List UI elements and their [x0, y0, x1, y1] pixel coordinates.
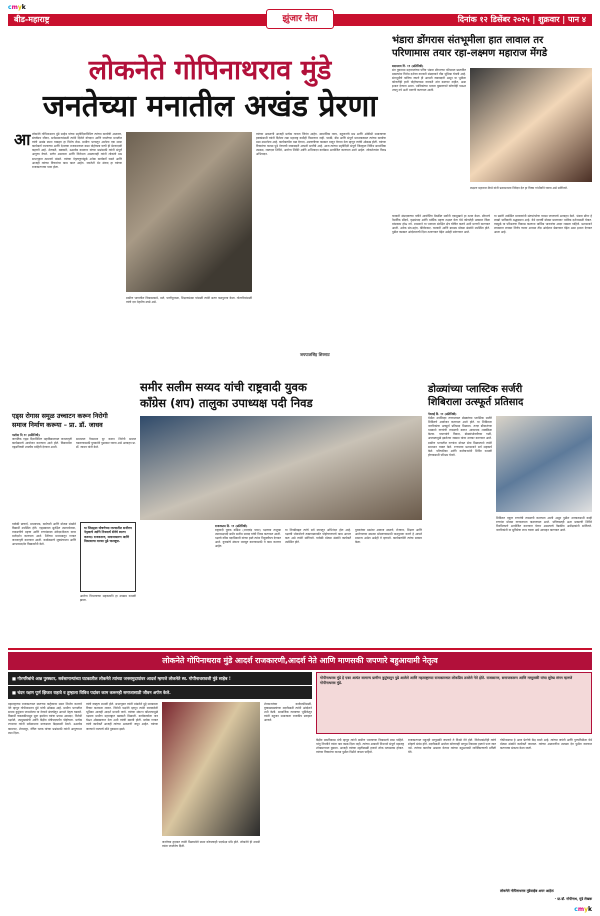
- bullet-marker-icon: ■: [12, 676, 18, 681]
- health-column-4: आरोग्य विभागाच्या सहकार्याने हा उपक्रम यशस्वी झाला.: [80, 594, 136, 603]
- bhandara-column-2: लक्ष्मण महाराज मेंगडे यांनी प्रशासनाला निवेदन देत हा विषय गांभीर्याने घ्यावा असे सांगितले.: [470, 186, 568, 190]
- health-column-3: यावेळी प्राचार्य, प्राध्यापक, कर्मचारी आणि मोठ्या संख्येने विद्यार्थी उपस्थित होते. एड्सबाबत सुरक्षित उपाययोजना, तपासणीचे महत्त्व आणि रुग्णांबाबत संवेदनशीलता यावर मार्गदर्शन करण्यात आले. रॅलीच्या माध्यमातून गावात जनजागृती करण्यात आली. कार्यक्रमाचे सूत्रसंचालन आणि आभारप्रदर्शन विद्यार्थ्यांनी केले.: [12, 522, 76, 547]
- lead-byline: जयपालसिंह शिरसाट: [300, 352, 330, 357]
- bhandara-headline-2: परिणामास तयार रहा-लक्ष्मण महाराज मेंगडे: [392, 48, 548, 59]
- sameer-photo: [140, 416, 422, 520]
- banner-bullet-2: [8, 686, 312, 699]
- sameer-column-1: राष्ट्रवादी युवक काँग्रेस (शरदचंद्र पवार) पक्षाच्या तालुका उपाध्यक्षपदी समीर सलीम सय्यद यांची निवड करण्यात आली. पक्षाचे वरिष्ठ पदाधिकारी यांच्या हस्ते त्यांना नियुक्तीपत्र देण्यात आले. युवकांचे संघटन मजबूत करण्यासाठी ते काम करणार आहेत.: [215, 528, 281, 549]
- doctors-headline-1: डोळ्यांच्या प्लास्टिक सर्जरी: [428, 384, 523, 395]
- footer-cmyk-marker: cmyk: [574, 906, 592, 913]
- health-ad-box: या जिल्ह्यात घोषणेच्या राज्यातील सर्वोत्तम नेतृत्वाचे आणि निःस्वार्थ सेवेचे स्मरण करूया; राजकारण, समाजकारण आणि विकासाचा वारसा पुढे चालवूया.: [80, 522, 136, 592]
- cmyk-marker: cmyk: [8, 4, 26, 11]
- banner-column-7: गोपीनाथगड हे आज प्रेरणेचे केंद्र बनले आहे. त्यांच्या जयंती आणि पुण्यतिथीला येथे मोठ्या संख्येने कार्यकर्ते जमतात. त्यांच्या आठवणींना उजाळा देत पुढील वाटचाल करण्याचा संकल्प केला जातो.: [500, 738, 592, 751]
- health-dateline: पाटोदा दि ११ (प्रतिनिधी): [12, 433, 40, 437]
- sameer-headline-2: काँग्रेस (शप) तालुका उपाध्यक्ष पदी निवड: [140, 396, 313, 410]
- bullet-marker-icon: ■: [12, 690, 18, 695]
- lead-dropcap: आ: [14, 130, 31, 149]
- banner-column-2: त्यांचे वक्तृत्व प्रभावी होते. सभागृहात त्यांनी मांडलेले मुद्दे सरकारला विचार करायला लावत. विरोधी पक्षनेते म्हणून त्यांनी बजावलेली भूमिका आजही आदर्श मानली जाते. त्यांच्या संघटन कौशल्यामुळे पक्षाला ग्रामीण महाराष्ट्रात बळकटी मिळाली. कार्यकर्त्याला नाव घेऊन ओळखणारा नेता अशी त्यांची ख्याती होती. प्रत्येक गावात त्यांचे कार्यकर्ते आजही त्यांच्या आठवणी जपून आहेत. त्यांच्या जाण्याने राज्याचे मोठे नुकसान झाले.: [86, 702, 158, 731]
- munde-portrait: [162, 702, 260, 836]
- banner-closing: लोकनेते गोपिनाथराव मुंडेसाहेब अमर आहेत!: [500, 889, 555, 893]
- bhandara-headline-1: भंडारा डोंगरास संतभूमीला हात लावाल तर: [392, 35, 544, 46]
- doctors-headline-2: शिबिराला उत्स्फूर्त प्रतिसाद: [428, 397, 524, 408]
- bullet-1-text: गोरगरिबांचे आन्न पुरस्कार, सर्वसामान्यांच्या घटकातील लोकनेते त्यांच्या जनसमुदायांवर आदर्श म्हणजे लोकनेते स्व. गोपीनाथरावजी मुंडे साहेब !: [17, 676, 231, 681]
- section-label: बीड-महाराष्ट्र: [14, 15, 50, 24]
- banner-column-6: राजकारणात राहूनही माणुसकी जपणारे ते विरळे नेते होते. विरोधकांशीही त्यांचे स्नेहाचे संबंध होते. मदतीसाठी आलेला कोणताही माणूस रिकाम्या हाताने परत जात नसे. त्यांच्या कार्याचा आढावा घेताना त्यांच्या बहुआयामी व्यक्तिमत्त्वाची प्रचिती येते.: [408, 738, 496, 755]
- sameer-headline-1: समीर सलीम सय्यद यांची राष्ट्रवादी युवक: [140, 380, 307, 394]
- health-headline-1: एड्स रोगास समूळ उच्चाटन करून निरोगी: [12, 412, 108, 420]
- banner-footer-byline: - प्रा.डॉ. गोपीनाथ, मुंडे लेखक: [554, 897, 592, 901]
- bhandara-column-1: संत तुकाराम महाराजांच्या पवित्र भंडारा डोंगराच्या परिसरात प्रस्तावित प्रकल्पांना विरोध दर्शवत वारकरी संप्रदायाने तीव्र भूमिका घेतली आहे. संतभूमीचे पावित्र्य जपणे ही आपली जबाबदारी असून या भूमीला कोणतीही हानी पोहोचल्यास वारकरी शांत बसणार नाहीत, असा इशारा देण्यात आला. भाविकांच्या भावना दुखावणारे कोणतेही पाऊल उचलू नये अशी मागणी करण्यात आली.: [392, 68, 466, 93]
- doctors-dateline: गेवराई दि. ११ (प्रतिनिधी): [428, 412, 457, 416]
- sameer-column-2: या निवडीबद्दल त्यांचे सर्व स्तरातून अभिनंदन होत आहे. पक्षाची ध्येयधोरणे तळागाळापर्यंत पोहोचवण्याचे काम आपण करू असे त्यांनी सांगितले. यावेळी मोठ्या संख्येने कार्यकर्ते उपस्थित होते.: [285, 528, 351, 545]
- banner-bullet-1: [8, 672, 312, 685]
- banner-rule: [8, 648, 592, 650]
- doctors-column-2: शिबिरात एकूण रुग्णांची तपासणी करण्यात आली असून पुढील उपचारासाठी काही रुग्णांना मोठ्या रुग्णालयात पाठवण्यात आले. भविष्यातही अशा प्रकारची शिबिरे नियमितपणे आयोजित करण्यात येणार असल्याचे वैद्यकीय अधीक्षकांनी सांगितले. नागरिकांनी या सुविधेचा लाभ घ्यावा असे आवाहन करण्यात आले.: [496, 516, 592, 533]
- lead-headline-1: लोकनेते गोपिनाथराव मुंडे: [88, 55, 332, 86]
- doctors-column-1: येथील उपजिल्हा रुग्णालयात डोळ्यांच्या प्लास्टिक सर्जरी शिबिराचे आयोजन करण्यात आले होते. या शिबिराला नागरिकांचा उत्स्फूर्त प्रतिसाद मिळाला. तज्ज्ञ डॉक्टरांच्या पथकाने रुग्णांची तपासणी करून आवश्यक शस्त्रक्रिया केल्या. पापण्यांचे विकार, डोळ्यांभोवतीच्या गाठी, अपघातामुळे झालेल्या जखमा यांवर उपचार करण्यात आले. ग्रामीण भागातील रुग्णांना मोफत सेवा मिळाल्याने त्यांनी समाधान व्यक्त केले. रुग्णालय प्रशासनाने सर्व सहकार्य केले. परिचारिका आणि कर्मचाऱ्यांनी शिबिर यशस्वी होण्यासाठी परिश्रम घेतले.: [428, 416, 492, 457]
- sameer-column-3: युवकांच्या प्रश्नांवर आवाज उठवणे, रोजगार, शिक्षण आणि आरोग्याच्या समस्या सोडवण्यासाठी पाठपुरावा करणे हे आपले प्राधान्य असेल असेही ते म्हणाले. कार्यकर्त्यांनी त्यांचा सत्कार केला.: [355, 528, 422, 545]
- lead-column-2: ग्रामीण भागातील विकासकामे, रस्ते, पाणीपुरवठा, शिक्षणसंस्था यांसाठी त्यांनी सतत पाठपुरावा केला. गोरगरिबांसाठी त्यांचे दार नेहमीच उघडे असे.: [126, 296, 252, 305]
- health-headline-2: समाज निर्माण करूया – प्रा. डॉ. जाधव: [12, 421, 103, 429]
- banner-right-box: गोपीनाथराव मुंडे हे एका अत्यंत सामान्य ग्रामीण कुटुंबातून पुढे आलेले आणि महाराष्ट्राच्या राजकारणात लोकप्रिय ठरलेले नेते होते. राजकारण, समाजकारण आणि माणुसकी यांचा सुरेख संगम म्हणजे गोपीनाथराव मुंडे.: [316, 672, 592, 734]
- banner-column-3: जनतेच्या हृदयात त्यांनी मिळवलेले स्थान कोणत्याही पदापेक्षा मोठे होते. लोकनेते ही उपाधी त्यांना जनतेनेच दिली.: [162, 840, 260, 849]
- lead-column-3: त्यांच्या आठवणी आजही प्रत्येक गावात जिवंत आहेत. सामाजिक न्याय, बहुजनांचे प्रश्न आणि ओबीसी समाजाच्या हक्कांसाठी त्यांनी दिलेला लढा महाराष्ट्र कधीही विसरणार नाही. परळी, बीड आणि संपूर्ण मराठवाड्यात त्यांच्या कार्याचा ठसा उमटलेला आहे. कार्यकर्त्यांना बळ देणारा, अडचणीच्या काळात धावून येणारा नेता म्हणून त्यांची ओळख होती. त्यांच्या विचारांचा वारसा पुढे नेण्याची जबाबदारी आपली सर्वांची आहे. आज त्यांच्या स्मृतीदिनी संपूर्ण जिल्ह्यात विविध सामाजिक उपक्रम, रक्तदान शिबिरे, आरोग्य शिबिरे आणि अभिवादन कार्यक्रम आयोजित करण्यात आले आहेत. लोकनेत्यांना विनम्र अभिवादन.: [256, 132, 386, 157]
- lead-photo: [126, 132, 252, 292]
- lead-column-1: लोकनेते गोपिनाथराव मुंडे साहेब यांच्या स्मृतीदिनानिमित्त त्यांच्या कार्याची आठवण, संघर्षमय जीवन, सर्वसामान्यांसाठी त्यांनी दिलेले योगदान आणि जनतेच्या मनातील त्यांचे अखंड स्थान याबद्दल हा विशेष लेख. ग्रामीण भागातून आलेला एक साधा कार्यकर्ता राज्याच्या आणि देशाच्या राजकारणात कसा पोहोचला याची ही प्रेरणादायी कहाणी आहे. शेतकरी, कष्टकरी, ऊसतोड कामगार यांच्या प्रश्नांसाठी त्यांनी संपूर्ण आयुष्य वेचले. सत्तेत असताना आणि विरोधात असतानाही त्यांनी लोकांचे प्रश्न सभागृहात ठामपणे मांडले. त्यांच्या नेतृत्वगुणांमुळे अनेक कार्यकर्ते घडले आणि आजही त्यांच्या विचारांवर काम करत आहेत. जनतेशी थेट संवाद हा त्यांच्या राजकारणाचा पाया होता.: [32, 132, 122, 169]
- doctors-photo: [496, 416, 592, 512]
- bhandara-column-3: वारकरी संप्रदायाच्या वतीने आयोजित बैठकीत सर्वांनी एकमुखाने हा ठराव केला. डोंगराचे नैसर्गिक सौंदर्य, वृक्षसंपदा आणि धार्मिक महत्त्व लक्षात घेता येथे कोणतेही उत्खनन किंवा बांधकाम होऊ नये. शासनाने या भागाला संरक्षित क्षेत्र घोषित करावे अशी मागणी करण्यात आली. अनेक संत-महंत, कीर्तनकार, वारकरी आणि ग्रामस्थ मोठ्या संख्येने उपस्थित होते. पुढील काळात आंदोलनाची दिशा ठरवण्यात येईल असेही सांगण्यात आले.: [392, 214, 490, 235]
- health-column-2: समाजात गैरसमज दूर करून निरोगी समाज घडवण्यासाठी युवकांनी पुढाकार घ्यावा असे आवाहन प्रा. डॉ. जाधव यांनी केले.: [76, 437, 136, 450]
- banner-column-1: महाराष्ट्राच्या राजकारणात स्वतःच्या कर्तृत्वावर स्थान निर्माण करणारे नेते म्हणून गोपीनाथराव मुंडे यांची ओळख आहे. ग्रामीण भागातील साध्या कुटुंबात जन्मलेल्या या नेत्याने संघर्षातून आपले नेतृत्व घडवले. विद्यार्थी चळवळीपासून सुरू झालेला त्यांचा प्रवास आमदार, विरोधी पक्षनेते, उपमुख्यमंत्री आणि केंद्रीय मंत्रीपदापर्यंत पोहोचला. प्रत्येक टप्प्यावर त्यांनी सर्वसामान्य माणसाला केंद्रस्थानी ठेवले. ऊसतोड कामगार, शेतमजूर, वंचित घटक यांच्या प्रश्नांसाठी त्यांनी आयुष्यभर लढा दिला.: [8, 702, 82, 735]
- maharaj-photo: [470, 68, 592, 182]
- banner-column-5: केंद्रीय ग्रामविकास मंत्री म्हणून त्यांनी ग्रामीण भारताच्या विकासाचे स्वप्न पाहिले. परंतु नियतीने त्यांना फार काळ दिला नाही. त्यांच्या अकाली निधनाने संपूर्ण महाराष्ट्र शोकसागरात बुडाला. आजही त्यांच्या स्मृतीस्थळी हजारो लोक नतमस्तक होतात. त्यांच्या विचारांचा वारसा पुढील पिढीने जपला पाहिजे.: [316, 738, 404, 755]
- banner-headline: लोकनेते गोपिनाथराव मुंडे आदर्श राजकारणी,आदर्श नेते आणि माणसकी जपणारे बहुआयामी नेतृत्व: [8, 652, 592, 670]
- dateline: दिनांक १२ डिसेंबर २०२५ | शुक्रवार | पान ४: [457, 15, 586, 24]
- masthead: [0, 0, 600, 30]
- lead-headline-2: जनतेच्या मनातील अखंड प्रेरणा: [42, 89, 378, 124]
- bhandara-dateline: बदामराव गि. ११ (प्रतिनिधी): [392, 64, 424, 68]
- health-column-1: जागतिक एड्स दिनानिमित्त महाविद्यालयात जनजागृती कार्यक्रमाचे आयोजन करण्यात आले होते. विद्यार्थ्यांना एड्सविषयी शास्त्रीय माहिती देण्यात आली.: [12, 437, 72, 450]
- brand-logo: झुंजार नेता: [266, 9, 334, 29]
- banner-column-4: शेतकऱ्यांच्या कर्जमाफीसाठी, दुष्काळग्रस्तांच्या मदतीसाठी त्यांनी आंदोलने उभी केली. सामाजिक न्यायाच्या भूमिकेतून त्यांनी बहुजन समाजाला राजकीय प्रवाहात आणले.: [264, 702, 312, 723]
- sameer-dateline: राजरुस्तम दि. ११ (प्रतिनिधी): [215, 524, 248, 528]
- bullet-2-text: चंदन रक्षण पूर्ण झिजत राहावे व तुम्हाला विविध पदांवर काम करूनही समाजासाठी जीवन अर्पण केले.: [17, 690, 171, 695]
- bhandara-column-4: या प्रसंगी उपस्थित मान्यवरांनी संतपरंपरेचा वारसा जपण्याचे आवाहन केले. भंडारा डोंगर हे लाखो भाविकांचे श्रद्धास्थान आहे. येथे दरवर्षी मोठ्या प्रमाणावर भाविक दर्शनासाठी येतात. त्यामुळे या परिसराचा विकास करताना धार्मिक भावनांचा आदर राखला पाहिजे. प्रशासनाने लवकरात लवकर निर्णय घ्यावा अन्यथा तीव्र आंदोलन छेडण्यात येईल असा इशारा देण्यात आला आहे.: [494, 214, 592, 235]
